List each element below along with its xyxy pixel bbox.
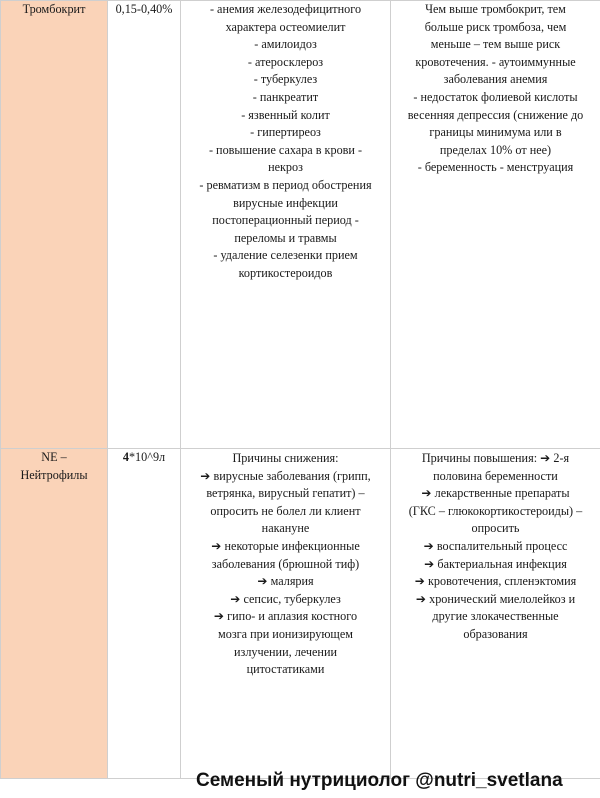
text-line: кортикостероидов xyxy=(238,265,333,280)
table-row-neutrophils xyxy=(1,449,600,779)
text-line: - ревматизм в период обострения xyxy=(199,177,372,192)
text-line: пределах 10% от нее) xyxy=(439,142,552,157)
text-line: некроз xyxy=(268,160,303,175)
text-line: образования xyxy=(463,626,528,641)
text-line: ➔ бактериальная инфекция xyxy=(424,556,567,571)
text-line: - язвенный колит xyxy=(241,107,330,122)
text-line: - удаление селезенки прием xyxy=(213,248,358,263)
text-line: переломы и травмы xyxy=(234,230,337,245)
causes-high-list xyxy=(395,1,596,177)
text-line: - атеросклероз xyxy=(247,54,324,69)
text-line: ➔ кровотечения, спленэктомия xyxy=(414,574,577,589)
text-line: опросить не болел ли клиент xyxy=(210,503,361,518)
norm-value-bold: 4 xyxy=(122,450,129,464)
causes-high-cell xyxy=(391,1,600,449)
text-line: границы минимума или в xyxy=(429,125,562,140)
text-line: ➔ вирусные заболевания (грипп, xyxy=(200,468,371,483)
text-line: заболевания анемия xyxy=(443,72,548,87)
text-line: излучении, лечении xyxy=(233,644,337,659)
norm-cell xyxy=(108,449,181,779)
causes-high-list xyxy=(395,450,596,644)
text-line: Чем выше тромбокрит, тем xyxy=(425,2,566,16)
text-line: - гипертиреоз xyxy=(250,125,321,140)
text-line: ➔ сепсис, туберкулез xyxy=(230,591,341,606)
text-line: ➔ гипо- и аплазия костного xyxy=(213,609,358,624)
indicator-abbrev: NE – xyxy=(41,450,67,464)
text-line: характера остеомиелит xyxy=(225,19,346,34)
norm-cell xyxy=(108,1,181,449)
text-line: ➔ некоторые инфекционные xyxy=(211,538,360,553)
text-line: Причины повышения: ➔ 2-я xyxy=(421,451,570,465)
indicator-name-cell xyxy=(1,449,108,779)
causes-high-cell xyxy=(391,449,600,779)
text-line: мозга при ионизирующем xyxy=(218,626,353,641)
text-line: - амилоидоз xyxy=(254,37,317,52)
causes-low-list xyxy=(185,450,386,679)
text-line: Причины снижения: xyxy=(232,451,339,465)
norm-value: 0,15-0,40% xyxy=(115,2,173,16)
norm-value-unit: *10^9л xyxy=(128,450,166,464)
text-line: вирусные инфекции xyxy=(233,195,338,210)
table-row-thrombocrit xyxy=(1,1,600,449)
author-signature: Семеный нутрициолог @nutri_svetlana xyxy=(196,770,563,791)
text-line: ➔ воспалительный процесс xyxy=(423,538,568,553)
causes-low-list xyxy=(185,1,386,283)
text-line: накануне xyxy=(261,521,310,536)
text-line: ➔ лекарственные препараты xyxy=(421,486,570,501)
causes-low-cell xyxy=(181,449,391,779)
text-line: - туберкулез xyxy=(253,72,318,87)
text-line: другие злокачественные xyxy=(432,609,559,624)
indicator-name: Тромбокрит xyxy=(22,2,86,16)
causes-low-cell xyxy=(181,1,391,449)
text-line: - повышение сахара в крови - xyxy=(208,142,363,157)
text-line: ➔ малярия xyxy=(257,574,314,589)
text-line: - панкреатит xyxy=(252,89,319,104)
text-line: - недостаток фолиевой кислоты xyxy=(413,89,578,104)
text-line: кровотечения. - аутоиммунные xyxy=(415,54,576,69)
text-line: постоперационный период - xyxy=(212,213,359,228)
text-line: - беременность - менструация xyxy=(417,160,574,175)
text-line: (ГКС – глюкокортикостероиды) – xyxy=(408,503,583,518)
text-line: - анемия железодефицитного xyxy=(209,2,362,16)
text-line: заболевания (брюшной тиф) xyxy=(211,556,360,571)
text-line: опросить xyxy=(471,521,520,536)
indicator-name-cell xyxy=(1,1,108,449)
indicator-name: Нейтрофилы xyxy=(20,467,88,482)
text-line: меньше – тем выше риск xyxy=(430,37,561,52)
text-line: цитостатиками xyxy=(246,662,325,677)
text-line: ➔ хронический миелолейкоз и xyxy=(415,591,576,606)
text-line: ветрянка, вирусный гепатит) – xyxy=(206,486,365,501)
text-line: половина беременности xyxy=(433,468,558,483)
text-line: больше риск тромбоза, чем xyxy=(424,19,567,34)
text-line: весенняя депрессия (снижение до xyxy=(407,107,584,122)
